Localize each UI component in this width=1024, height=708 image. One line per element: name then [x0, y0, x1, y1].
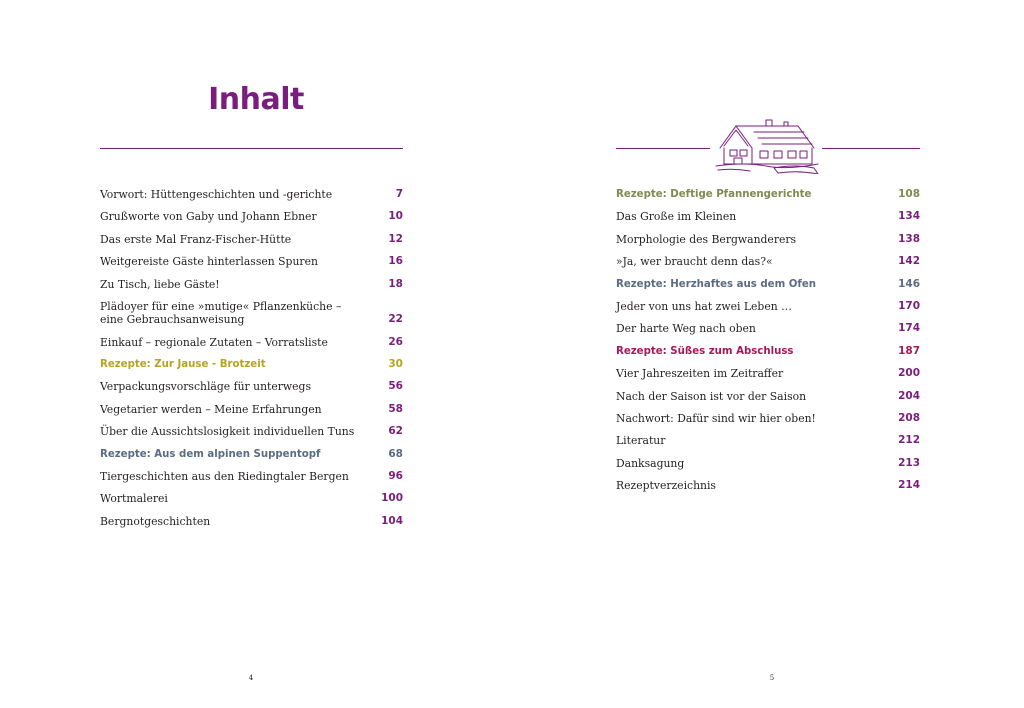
toc-entry-title: »Ja, wer braucht denn das?« [616, 255, 773, 269]
toc-entry-title: Nach der Saison ist vor der Saison [616, 389, 807, 403]
toc-entry-title: Rezepte: Aus dem alpinen Suppentopf [100, 448, 321, 460]
toc-entry-title: Zu Tisch, liebe Gäste! [100, 277, 220, 291]
toc-entry-page: 170 [898, 299, 920, 312]
toc-entry [616, 407, 920, 429]
toc-entry-page: 212 [898, 434, 920, 447]
toc-entry [616, 205, 920, 227]
toc-entry-page: 10 [388, 210, 403, 223]
toc-entry-page: 138 [898, 232, 920, 245]
toc-entry [100, 295, 403, 331]
toc-entry [100, 420, 403, 442]
page-number: 5 [769, 674, 775, 682]
toc-entry-title: Wortmalerei [100, 492, 168, 506]
toc-entry-title: Das Große im Kleinen [616, 210, 737, 224]
toc-entry [616, 452, 920, 474]
toc-section-heading [616, 183, 920, 205]
toc-entry-page: 200 [898, 367, 920, 380]
ornament-divider-right [822, 148, 920, 149]
toc-entry-page: 30 [388, 357, 403, 370]
toc-entry-page: 12 [388, 232, 403, 245]
toc-section-heading [100, 353, 403, 375]
toc-list-left [100, 183, 403, 532]
toc-entry-page: 16 [388, 255, 403, 268]
toc-entry-page: 108 [898, 188, 920, 200]
toc-entry [616, 317, 920, 339]
toc-entry-title: Das erste Mal Franz-Fischer-Hütte [100, 232, 292, 246]
toc-entry-page: 142 [898, 255, 920, 268]
toc-entry-title: Morphologie des Bergwanderers [616, 232, 797, 246]
toc-entry-title: Der harte Weg nach oben [616, 322, 756, 336]
toc-entry [616, 362, 920, 384]
title-divider [100, 148, 403, 149]
toc-entry-page: 58 [388, 402, 403, 415]
toc-entry-title: Vier Jahreszeiten im Zeitraffer [616, 367, 784, 381]
toc-entry-title: Rezeptverzeichnis [616, 479, 716, 493]
toc-entry-page: 208 [898, 411, 920, 424]
toc-section-heading [616, 340, 920, 362]
toc-entry-page: 174 [898, 322, 920, 335]
toc-list-right [616, 183, 920, 496]
toc-entry-page: 96 [388, 469, 403, 482]
toc-entry-title: Bergnotgeschichten [100, 514, 211, 528]
toc-entry-title: Vorwort: Hüttengeschichten und -gerichte [100, 188, 333, 201]
toc-entry-title: Plädoyer für eine »mutige« Pflanzenküche – eine Gebrauchsanweisung [100, 300, 342, 327]
toc-entry [100, 250, 403, 272]
toc-entry-page: 26 [388, 335, 403, 348]
toc-entry [100, 375, 403, 397]
toc-entry [100, 183, 403, 205]
toc-entry-title: Über die Aussichtslosigkeit individuellen Tuns [100, 425, 355, 439]
toc-entry [616, 474, 920, 496]
toc-entry-title: Grußworte von Gaby und Johann Ebner [100, 210, 317, 224]
toc-entry [100, 273, 403, 295]
toc-entry-title: Vegetarier werden – Meine Erfahrungen [100, 402, 322, 416]
page-title: Inhalt [208, 82, 304, 117]
toc-entry-title: Tiergeschichten aus den Riedingtaler Bergen [100, 469, 349, 483]
toc-entry-page: 134 [898, 210, 920, 223]
toc-entry-title: Literatur [616, 434, 666, 448]
right-page [512, 0, 1024, 708]
toc-entry-title: Verpackungsvorschläge für unterwegs [100, 380, 312, 394]
toc-section-heading [616, 273, 920, 295]
toc-entry-page: 68 [388, 447, 403, 460]
toc-entry-title: Rezepte: Herzhaftes aus dem Ofen [616, 278, 816, 290]
toc-entry-page: 187 [898, 344, 920, 357]
mountain-hut-icon [714, 118, 820, 174]
toc-entry [616, 228, 920, 250]
toc-entry-page: 213 [898, 456, 920, 469]
toc-entry-title: Nachwort: Dafür sind wir hier oben! [616, 411, 816, 425]
toc-entry-title: Jeder von uns hat zwei Leben … [616, 299, 792, 313]
toc-section-heading [100, 443, 403, 465]
toc-entry [616, 295, 920, 317]
toc-entry [100, 331, 403, 353]
toc-entry [100, 228, 403, 250]
toc-entry-page: 214 [898, 479, 920, 492]
toc-entry [100, 205, 403, 227]
toc-entry [616, 429, 920, 451]
toc-entry-title: Danksagung [616, 456, 685, 470]
toc-entry [100, 487, 403, 509]
toc-entry-page: 18 [388, 277, 403, 290]
toc-entry-page: 204 [898, 389, 920, 402]
toc-entry-title: Rezepte: Zur Jause - Brotzeit [100, 358, 266, 370]
toc-entry-page: 56 [388, 380, 403, 393]
toc-entry [100, 465, 403, 487]
toc-entry-title: Weitgereiste Gäste hinterlassen Spuren [100, 255, 318, 269]
toc-entry-title: Rezepte: Süßes zum Abschluss [616, 345, 794, 357]
toc-entry [100, 398, 403, 420]
toc-entry [616, 250, 920, 272]
toc-entry-title: Rezepte: Deftige Pfannengerichte [616, 189, 812, 200]
toc-entry-page: 100 [381, 492, 403, 505]
ornament-divider-left [616, 148, 710, 149]
toc-entry-page: 22 [388, 313, 403, 326]
page-number: 4 [248, 674, 254, 682]
toc-entry-page: 146 [898, 277, 920, 290]
toc-entry-page: 62 [388, 425, 403, 438]
toc-entry-page: 104 [381, 514, 403, 527]
toc-entry-page: 7 [395, 188, 403, 200]
toc-entry [616, 385, 920, 407]
toc-entry [100, 510, 403, 532]
toc-entry-title: Einkauf – regionale Zutaten – Vorratsliste [100, 335, 328, 349]
